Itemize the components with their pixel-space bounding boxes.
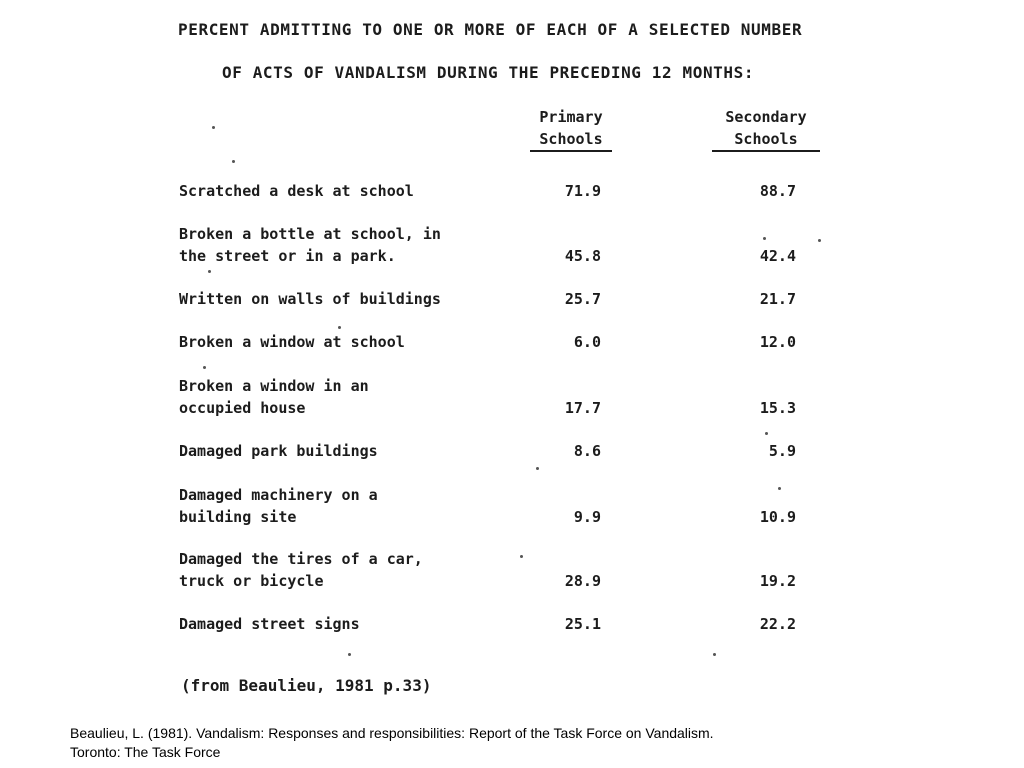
row-label [179,613,509,635]
row-label-line: Damaged machinery on a [179,486,378,504]
citation [70,724,950,762]
secondary-schools-value: 10.9 [759,508,796,526]
secondary-schools-value: 19.2 [759,572,796,590]
table-title-line-1: PERCENT ADMITTING TO ONE OR MORE OF EACH OF A SELECTED NUMBER [178,20,803,39]
row-label-line: Broken a window at school [179,333,405,351]
row-label [179,484,509,528]
row-label-line: Damaged park buildings [179,442,378,460]
secondary-schools-value: 22.2 [759,615,796,633]
row-label [179,180,509,202]
source-note: (from Beaulieu, 1981 p.33) [181,676,432,695]
secondary-schools-value: 21.7 [759,290,796,308]
citation-line-2: Toronto: The Task Force [70,744,221,760]
row-label-line: truck or bicycle [179,572,324,590]
column-header-primary-schools [530,106,612,152]
row-label [179,331,509,353]
primary-schools-value: 9.9 [573,508,601,526]
row-label-line: Damaged street signs [179,615,360,633]
row-label-line: Written on walls of buildings [179,290,441,308]
primary-schools-value: 28.9 [564,572,601,590]
row-label [179,440,509,462]
row-label-line: building site [179,508,297,526]
primary-schools-value: 45.8 [564,247,601,265]
primary-schools-value: 6.0 [573,333,601,351]
row-label-line: the street or in a park. [179,247,396,265]
column-header-line: Primary [539,108,603,126]
column-header-line: Schools [530,128,612,152]
secondary-schools-value: 5.9 [768,442,796,460]
primary-schools-value: 71.9 [564,182,601,200]
secondary-schools-value: 42.4 [759,247,796,265]
citation-line-1: Beaulieu, L. (1981). Vandalism: Responses and responsibilities: Report of the Task Force on Vandalism. [70,725,714,741]
row-label-line: occupied house [179,399,306,417]
secondary-schools-value: 12.0 [759,333,796,351]
row-label [179,288,509,310]
row-label [179,375,509,419]
table-title-line-2: OF ACTS OF VANDALISM DURING THE PRECEDING 12 MONTHS: [222,63,755,82]
secondary-schools-value: 88.7 [759,182,796,200]
column-header-line: Schools [712,128,820,152]
row-label-line: Damaged the tires of a car, [179,550,423,568]
primary-schools-value: 8.6 [573,442,601,460]
secondary-schools-value: 15.3 [759,399,796,417]
column-header-secondary-schools [712,106,820,152]
primary-schools-value: 25.7 [564,290,601,308]
row-label-line: Broken a window in an [179,377,369,395]
primary-schools-value: 17.7 [564,399,601,417]
row-label-line: Broken a bottle at school, in [179,225,441,243]
primary-schools-value: 25.1 [564,615,601,633]
column-header-line: Secondary [725,108,807,126]
row-label-line: Scratched a desk at school [179,182,414,200]
row-label [179,223,509,267]
row-label [179,548,509,592]
